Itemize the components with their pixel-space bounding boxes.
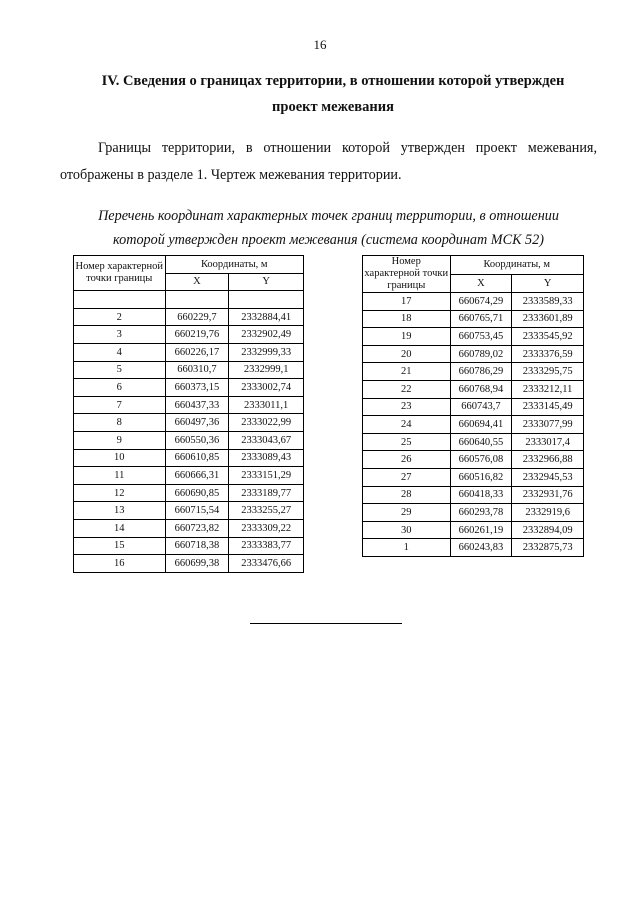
x-coordinate-cell: 660690,85 [165,484,229,502]
table-row [363,345,584,363]
x-coordinate-cell: 660666,31 [165,467,229,485]
x-coordinate-cell: 660610,85 [165,449,229,467]
header-coordinates: Координаты, м [165,256,303,274]
table-row [74,326,304,344]
y-coordinate-cell: 2333151,29 [229,467,304,485]
x-coordinate-cell: 660226,17 [165,343,229,361]
point-number-cell: 28 [363,486,451,504]
x-coordinate-cell [165,291,229,309]
table-row [74,449,304,467]
table-row [363,293,584,311]
y-coordinate-cell: 2332999,33 [229,343,304,361]
table-row [74,396,304,414]
y-coordinate-cell [229,291,304,309]
table-row [363,521,584,539]
table-row [74,379,304,397]
x-coordinate-cell: 660718,38 [165,537,229,555]
y-coordinate-cell: 2333089,43 [229,449,304,467]
y-coordinate-cell: 2333017,4 [512,433,584,451]
point-number-cell: 19 [363,328,451,346]
point-number-cell: 13 [74,502,166,520]
x-coordinate-cell: 660418,33 [450,486,512,504]
point-number-cell: 10 [74,449,166,467]
y-coordinate-cell: 2332931,76 [512,486,584,504]
y-coordinate-cell: 2333545,92 [512,328,584,346]
table-row [74,537,304,555]
point-number-cell: 27 [363,468,451,486]
x-coordinate-cell: 660497,36 [165,414,229,432]
point-number-cell: 25 [363,433,451,451]
x-coordinate-cell: 660743,7 [450,398,512,416]
table-row [363,451,584,469]
point-number-cell [74,291,166,309]
y-coordinate-cell: 2333212,11 [512,380,584,398]
table-row [363,416,584,434]
x-coordinate-cell: 660715,54 [165,502,229,520]
x-coordinate-cell: 660437,33 [165,396,229,414]
table-row [74,343,304,361]
point-number-cell: 15 [74,537,166,555]
x-coordinate-cell: 660753,45 [450,328,512,346]
caption-line-2: которой утвержден проект межевания (система координат МСК 52) [113,232,544,248]
caption-line-1: Перечень координат характерных точек границ территории, в отношении [98,208,559,224]
table-row [74,291,304,309]
table-row [74,502,304,520]
point-number-cell: 3 [74,326,166,344]
y-coordinate-cell: 2333145,49 [512,398,584,416]
y-coordinate-cell: 2332902,49 [229,326,304,344]
section-title-line-1: IV. Сведения о границах территории, в отношении которой утвержден [101,73,565,89]
y-coordinate-cell: 2333255,27 [229,502,304,520]
point-number-cell: 9 [74,431,166,449]
header-x: X [165,273,229,291]
point-number-cell: 17 [363,293,451,311]
table-row [74,519,304,537]
y-coordinate-cell: 2332945,53 [512,468,584,486]
x-coordinate-cell: 660219,76 [165,326,229,344]
point-number-cell: 11 [74,467,166,485]
x-coordinate-cell: 660694,41 [450,416,512,434]
table-right-body [363,293,584,557]
x-coordinate-cell: 660373,15 [165,379,229,397]
point-number-cell: 24 [363,416,451,434]
header-y: Y [512,274,584,293]
x-coordinate-cell: 660293,78 [450,504,512,522]
table-row [74,308,304,326]
x-coordinate-cell: 660550,36 [165,431,229,449]
point-number-cell: 12 [74,484,166,502]
table-row [363,486,584,504]
table-row [363,504,584,522]
y-coordinate-cell: 2333601,89 [512,310,584,328]
table-row [363,363,584,381]
table-row [74,467,304,485]
point-number-cell: 5 [74,361,166,379]
x-coordinate-cell: 660229,7 [165,308,229,326]
x-coordinate-cell: 660723,82 [165,519,229,537]
y-coordinate-cell: 2333011,1 [229,396,304,414]
x-coordinate-cell: 660768,94 [450,380,512,398]
x-coordinate-cell: 660310,7 [165,361,229,379]
y-coordinate-cell: 2332894,09 [512,521,584,539]
header-x: X [450,274,512,293]
point-number-cell: 26 [363,451,451,469]
table-row [74,484,304,502]
y-coordinate-cell: 2333383,77 [229,537,304,555]
point-number-cell: 21 [363,363,451,381]
point-number-cell: 30 [363,521,451,539]
point-number-cell: 8 [74,414,166,432]
page-number: 16 [313,37,327,52]
section-title [70,68,596,120]
y-coordinate-cell: 2333376,59 [512,345,584,363]
x-coordinate-cell: 660640,55 [450,433,512,451]
header-coordinates: Координаты, м [450,256,583,275]
header-y: Y [229,273,304,291]
y-coordinate-cell: 2333043,67 [229,431,304,449]
y-coordinate-cell: 2332999,1 [229,361,304,379]
y-coordinate-cell: 2333589,33 [512,293,584,311]
point-number-cell: 7 [74,396,166,414]
y-coordinate-cell: 2333476,66 [229,555,304,573]
table-row [74,431,304,449]
point-number-cell: 18 [363,310,451,328]
x-coordinate-cell: 660699,38 [165,555,229,573]
y-coordinate-cell: 2333002,74 [229,379,304,397]
table-row [363,380,584,398]
table-row [363,433,584,451]
y-coordinate-cell: 2333077,99 [512,416,584,434]
x-coordinate-cell: 660789,02 [450,345,512,363]
body-paragraph: Границы территории, в отношении которой утвержден проект межевания, отображены в разделе 1. Чертеж межевания территории. [60,140,597,183]
table-row [74,361,304,379]
y-coordinate-cell: 2333022,99 [229,414,304,432]
x-coordinate-cell: 660576,08 [450,451,512,469]
section-title-line-2: проект межевания [272,99,394,115]
footer-divider [250,623,402,624]
y-coordinate-cell: 2332919,6 [512,504,584,522]
point-number-cell: 4 [74,343,166,361]
table-caption [60,204,597,252]
point-number-cell: 6 [74,379,166,397]
y-coordinate-cell: 2332884,41 [229,308,304,326]
x-coordinate-cell: 660516,82 [450,468,512,486]
point-number-cell: 29 [363,504,451,522]
header-point-number: Номер характерной точки границы [364,256,449,291]
point-number-cell: 16 [74,555,166,573]
x-coordinate-cell: 660786,29 [450,363,512,381]
point-number-cell: 2 [74,308,166,326]
y-coordinate-cell: 2333189,77 [229,484,304,502]
x-coordinate-cell: 660243,83 [450,539,512,557]
table-row [363,310,584,328]
x-coordinate-cell: 660765,71 [450,310,512,328]
table-row [363,468,584,486]
y-coordinate-cell: 2333295,75 [512,363,584,381]
x-coordinate-cell: 660261,19 [450,521,512,539]
point-number-cell: 1 [363,539,451,557]
y-coordinate-cell: 2332966,88 [512,451,584,469]
header-point-number: Номер характерной точки границы [74,256,166,291]
table-row [363,328,584,346]
table-row [363,398,584,416]
point-number-cell: 14 [74,519,166,537]
coordinates-table-left [73,255,304,573]
table-row [74,555,304,573]
y-coordinate-cell: 2332875,73 [512,539,584,557]
coordinates-table-right [362,255,584,557]
table-left-body [74,291,304,573]
point-number-cell: 23 [363,398,451,416]
x-coordinate-cell: 660674,29 [450,293,512,311]
point-number-cell: 20 [363,345,451,363]
y-coordinate-cell: 2333309,22 [229,519,304,537]
point-number-cell: 22 [363,380,451,398]
table-row [363,539,584,557]
table-row [74,414,304,432]
